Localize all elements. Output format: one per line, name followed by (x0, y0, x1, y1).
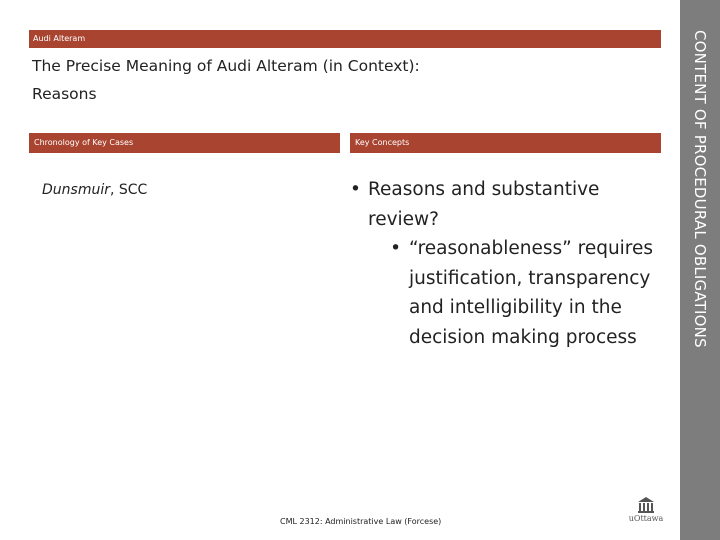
case-name: Dunsmuir (42, 182, 110, 198)
concept-text-1: Reasons and substantive review? (368, 179, 600, 230)
slide-footer: CML 2312: Administrative Law (Forcese) (280, 517, 442, 526)
uottawa-logo (623, 496, 669, 532)
university-building-icon (637, 496, 655, 514)
right-column-header (350, 133, 661, 153)
logo-wordmark: uOttawa (628, 514, 664, 523)
section-header-label: Audi Alteram (33, 34, 86, 43)
slide-title-line-1: The Precise Meaning of Audi Alteram (in Context): (32, 57, 420, 75)
bullet-marker: • (390, 238, 401, 259)
case-list (42, 176, 147, 204)
vertical-section-title-text: CONTENT OF PROCEDURAL OBLIGATIONS (691, 30, 709, 348)
slide-title (32, 52, 632, 108)
slide-title-line-2: Reasons (32, 85, 97, 103)
left-column-header (29, 133, 340, 153)
case-court: , SCC (109, 182, 148, 198)
vertical-section-title (680, 0, 720, 540)
right-column-header-label: Key Concepts (355, 138, 410, 147)
concept-bullet-level-1 (350, 175, 660, 234)
concept-bullet-level-2 (350, 234, 660, 352)
concept-text-2: “reasonableness” requires justification, transparency and intelligibility in the decision making process (409, 238, 654, 348)
bullet-marker: • (350, 179, 361, 200)
section-header-bar (29, 30, 661, 48)
key-concepts-list (350, 175, 660, 352)
left-column-header-label: Chronology of Key Cases (34, 138, 134, 147)
